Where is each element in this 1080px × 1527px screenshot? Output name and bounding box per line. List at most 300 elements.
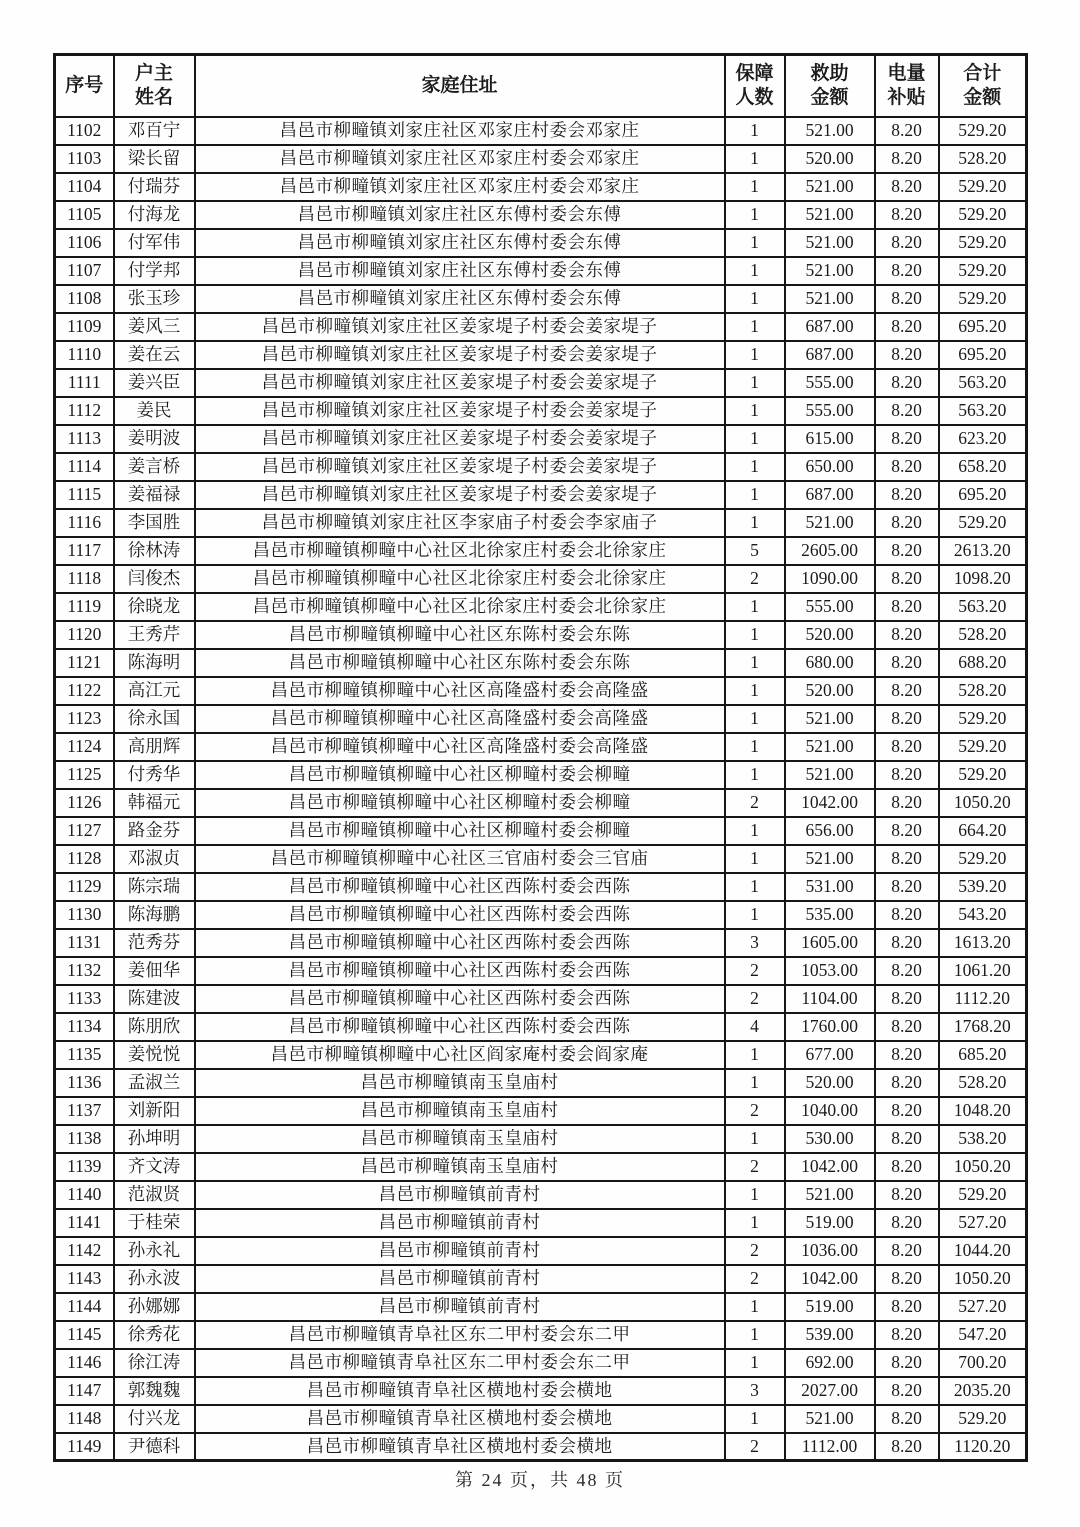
cell-power: 8.20 (875, 453, 939, 481)
cell-persons: 3 (725, 929, 785, 957)
cell-name: 付军伟 (114, 229, 195, 257)
cell-name: 闫俊杰 (114, 565, 195, 593)
cell-aid: 519.00 (785, 1209, 875, 1237)
cell-persons: 1 (725, 313, 785, 341)
cell-power: 8.20 (875, 481, 939, 509)
cell-index: 1139 (55, 1153, 114, 1181)
cell-total: 529.20 (939, 705, 1027, 733)
cell-index: 1117 (55, 537, 114, 565)
cell-index: 1123 (55, 705, 114, 733)
cell-name: 范秀芬 (114, 929, 195, 957)
cell-aid: 1042.00 (785, 1153, 875, 1181)
cell-persons: 3 (725, 1377, 785, 1405)
cell-power: 8.20 (875, 929, 939, 957)
cell-aid: 520.00 (785, 621, 875, 649)
cell-persons: 1 (725, 369, 785, 397)
cell-aid: 555.00 (785, 397, 875, 425)
cell-power: 8.20 (875, 285, 939, 313)
table-row (55, 817, 1027, 845)
cell-power: 8.20 (875, 313, 939, 341)
cell-name: 陈海明 (114, 649, 195, 677)
cell-index: 1116 (55, 509, 114, 537)
cell-index: 1133 (55, 985, 114, 1013)
table-row (55, 649, 1027, 677)
cell-aid: 2027.00 (785, 1377, 875, 1405)
cell-power: 8.20 (875, 565, 939, 593)
cell-index: 1142 (55, 1237, 114, 1265)
cell-power: 8.20 (875, 397, 939, 425)
cell-power: 8.20 (875, 1097, 939, 1125)
table-row (55, 1237, 1027, 1265)
col-header-aid: 救助 金额 (785, 55, 875, 117)
cell-total: 538.20 (939, 1125, 1027, 1153)
cell-address: 昌邑市柳疃镇柳疃中心社区西陈村委会西陈 (195, 957, 725, 985)
table-row (55, 761, 1027, 789)
cell-aid: 521.00 (785, 845, 875, 873)
cell-power: 8.20 (875, 705, 939, 733)
cell-name: 姜明波 (114, 425, 195, 453)
cell-name: 陈海鹏 (114, 901, 195, 929)
cell-persons: 1 (725, 705, 785, 733)
table-row (55, 1013, 1027, 1041)
cell-address: 昌邑市柳疃镇柳疃中心社区北徐家庄村委会北徐家庄 (195, 593, 725, 621)
cell-aid: 687.00 (785, 313, 875, 341)
cell-persons: 1 (725, 677, 785, 705)
table-row (55, 845, 1027, 873)
table-row (55, 425, 1027, 453)
cell-name: 徐晓龙 (114, 593, 195, 621)
cell-address: 昌邑市柳疃镇刘家庄社区邓家庄村委会邓家庄 (195, 145, 725, 173)
cell-persons: 1 (725, 1041, 785, 1069)
cell-address: 昌邑市柳疃镇青阜社区东二甲村委会东二甲 (195, 1321, 725, 1349)
cell-persons: 2 (725, 565, 785, 593)
cell-persons: 1 (725, 873, 785, 901)
col-header-persons: 保障 人数 (725, 55, 785, 117)
cell-name: 付瑞芬 (114, 173, 195, 201)
cell-total: 528.20 (939, 621, 1027, 649)
cell-aid: 692.00 (785, 1349, 875, 1377)
table-row (55, 1069, 1027, 1097)
cell-aid: 680.00 (785, 649, 875, 677)
cell-total: 623.20 (939, 425, 1027, 453)
cell-name: 付兴龙 (114, 1405, 195, 1433)
cell-name: 于桂荣 (114, 1209, 195, 1237)
cell-index: 1143 (55, 1265, 114, 1293)
cell-name: 高朋辉 (114, 733, 195, 761)
cell-persons: 1 (725, 1209, 785, 1237)
table-row (55, 537, 1027, 565)
cell-index: 1103 (55, 145, 114, 173)
cell-power: 8.20 (875, 1209, 939, 1237)
cell-total: 529.20 (939, 1405, 1027, 1433)
cell-name: 孟淑兰 (114, 1069, 195, 1097)
cell-power: 8.20 (875, 1041, 939, 1069)
table-row (55, 453, 1027, 481)
cell-index: 1125 (55, 761, 114, 789)
cell-name: 李国胜 (114, 509, 195, 537)
cell-persons: 1 (725, 117, 785, 145)
table-row (55, 985, 1027, 1013)
cell-total: 2035.20 (939, 1377, 1027, 1405)
cell-index: 1105 (55, 201, 114, 229)
cell-power: 8.20 (875, 845, 939, 873)
cell-total: 543.20 (939, 901, 1027, 929)
cell-index: 1124 (55, 733, 114, 761)
cell-power: 8.20 (875, 789, 939, 817)
cell-aid: 687.00 (785, 481, 875, 509)
cell-power: 8.20 (875, 257, 939, 285)
cell-power: 8.20 (875, 1181, 939, 1209)
table-row (55, 901, 1027, 929)
cell-address: 昌邑市柳疃镇刘家庄社区邓家庄村委会邓家庄 (195, 117, 725, 145)
cell-address: 昌邑市柳疃镇刘家庄社区姜家堤子村委会姜家堤子 (195, 425, 725, 453)
cell-aid: 539.00 (785, 1321, 875, 1349)
cell-power: 8.20 (875, 145, 939, 173)
cell-aid: 521.00 (785, 117, 875, 145)
cell-power: 8.20 (875, 985, 939, 1013)
cell-index: 1129 (55, 873, 114, 901)
cell-aid: 521.00 (785, 229, 875, 257)
cell-power: 8.20 (875, 425, 939, 453)
cell-index: 1140 (55, 1181, 114, 1209)
cell-persons: 1 (725, 397, 785, 425)
table-row (55, 509, 1027, 537)
cell-address: 昌邑市柳疃镇柳疃中心社区西陈村委会西陈 (195, 985, 725, 1013)
cell-persons: 1 (725, 1321, 785, 1349)
cell-aid: 519.00 (785, 1293, 875, 1321)
cell-power: 8.20 (875, 369, 939, 397)
cell-persons: 1 (725, 145, 785, 173)
table-row (55, 677, 1027, 705)
cell-address: 昌邑市柳疃镇刘家庄社区姜家堤子村委会姜家堤子 (195, 453, 725, 481)
cell-name: 孙娜娜 (114, 1293, 195, 1321)
table-row (55, 1041, 1027, 1069)
cell-name: 张玉珍 (114, 285, 195, 313)
cell-name: 徐江涛 (114, 1349, 195, 1377)
cell-address: 昌邑市柳疃镇前青村 (195, 1293, 725, 1321)
cell-persons: 1 (725, 621, 785, 649)
cell-index: 1120 (55, 621, 114, 649)
cell-aid: 521.00 (785, 201, 875, 229)
cell-aid: 677.00 (785, 1041, 875, 1069)
cell-address: 昌邑市柳疃镇刘家庄社区姜家堤子村委会姜家堤子 (195, 313, 725, 341)
table-row (55, 957, 1027, 985)
cell-aid: 1090.00 (785, 565, 875, 593)
col-header-name: 户主 姓名 (114, 55, 195, 117)
cell-index: 1118 (55, 565, 114, 593)
cell-address: 昌邑市柳疃镇青阜社区横地村委会横地 (195, 1433, 725, 1461)
cell-name: 徐秀花 (114, 1321, 195, 1349)
cell-persons: 1 (725, 1069, 785, 1097)
cell-name: 刘新阳 (114, 1097, 195, 1125)
cell-address: 昌邑市柳疃镇青阜社区东二甲村委会东二甲 (195, 1349, 725, 1377)
cell-total: 1048.20 (939, 1097, 1027, 1125)
table-row (55, 873, 1027, 901)
table-row (55, 733, 1027, 761)
cell-persons: 2 (725, 1237, 785, 1265)
cell-address: 昌邑市柳疃镇柳疃中心社区西陈村委会西陈 (195, 873, 725, 901)
cell-total: 695.20 (939, 313, 1027, 341)
cell-persons: 1 (725, 1181, 785, 1209)
cell-power: 8.20 (875, 957, 939, 985)
cell-total: 1768.20 (939, 1013, 1027, 1041)
cell-address: 昌邑市柳疃镇刘家庄社区姜家堤子村委会姜家堤子 (195, 481, 725, 509)
cell-aid: 531.00 (785, 873, 875, 901)
cell-address: 昌邑市柳疃镇青阜社区横地村委会横地 (195, 1377, 725, 1405)
cell-total: 539.20 (939, 873, 1027, 901)
cell-aid: 520.00 (785, 145, 875, 173)
cell-index: 1126 (55, 789, 114, 817)
cell-name: 徐永国 (114, 705, 195, 733)
cell-power: 8.20 (875, 649, 939, 677)
cell-name: 高江元 (114, 677, 195, 705)
cell-address: 昌邑市柳疃镇刘家庄社区东傅村委会东傅 (195, 201, 725, 229)
cell-total: 529.20 (939, 845, 1027, 873)
cell-total: 1112.20 (939, 985, 1027, 1013)
table-row (55, 1153, 1027, 1181)
cell-name: 姜风三 (114, 313, 195, 341)
cell-power: 8.20 (875, 1293, 939, 1321)
cell-name: 郭魏魏 (114, 1377, 195, 1405)
table-row (55, 565, 1027, 593)
cell-power: 8.20 (875, 873, 939, 901)
cell-index: 1109 (55, 313, 114, 341)
cell-address: 昌邑市柳疃镇青阜社区横地村委会横地 (195, 1405, 725, 1433)
cell-address: 昌邑市柳疃镇南玉皇庙村 (195, 1125, 725, 1153)
cell-address: 昌邑市柳疃镇柳疃中心社区高隆盛村委会高隆盛 (195, 733, 725, 761)
cell-aid: 1042.00 (785, 1265, 875, 1293)
cell-total: 658.20 (939, 453, 1027, 481)
cell-name: 姜言桥 (114, 453, 195, 481)
cell-persons: 1 (725, 425, 785, 453)
cell-aid: 521.00 (785, 509, 875, 537)
cell-total: 1613.20 (939, 929, 1027, 957)
cell-index: 1135 (55, 1041, 114, 1069)
cell-name: 姜兴臣 (114, 369, 195, 397)
cell-persons: 1 (725, 201, 785, 229)
cell-index: 1148 (55, 1405, 114, 1433)
cell-power: 8.20 (875, 1013, 939, 1041)
cell-persons: 1 (725, 1405, 785, 1433)
cell-address: 昌邑市柳疃镇刘家庄社区东傅村委会东傅 (195, 285, 725, 313)
cell-aid: 687.00 (785, 341, 875, 369)
cell-index: 1130 (55, 901, 114, 929)
cell-aid: 521.00 (785, 1405, 875, 1433)
cell-aid: 1104.00 (785, 985, 875, 1013)
cell-index: 1136 (55, 1069, 114, 1097)
cell-index: 1141 (55, 1209, 114, 1237)
cell-power: 8.20 (875, 593, 939, 621)
cell-persons: 1 (725, 173, 785, 201)
table-row (55, 117, 1027, 145)
cell-address: 昌邑市柳疃镇柳疃中心社区西陈村委会西陈 (195, 901, 725, 929)
cell-persons: 5 (725, 537, 785, 565)
cell-index: 1137 (55, 1097, 114, 1125)
cell-index: 1149 (55, 1433, 114, 1461)
cell-total: 2613.20 (939, 537, 1027, 565)
cell-persons: 4 (725, 1013, 785, 1041)
cell-persons: 1 (725, 593, 785, 621)
cell-aid: 520.00 (785, 677, 875, 705)
cell-power: 8.20 (875, 1153, 939, 1181)
cell-power: 8.20 (875, 1125, 939, 1153)
cell-address: 昌邑市柳疃镇南玉皇庙村 (195, 1097, 725, 1125)
page-number-footer: 第 24 页，共 48 页 (455, 1470, 625, 1490)
cell-total: 1061.20 (939, 957, 1027, 985)
cell-power: 8.20 (875, 1405, 939, 1433)
cell-index: 1131 (55, 929, 114, 957)
cell-total: 685.20 (939, 1041, 1027, 1069)
cell-total: 664.20 (939, 817, 1027, 845)
cell-index: 1144 (55, 1293, 114, 1321)
cell-address: 昌邑市柳疃镇柳疃中心社区北徐家庄村委会北徐家庄 (195, 537, 725, 565)
cell-aid: 520.00 (785, 1069, 875, 1097)
cell-total: 547.20 (939, 1321, 1027, 1349)
cell-name: 孙坤明 (114, 1125, 195, 1153)
cell-persons: 1 (725, 509, 785, 537)
cell-power: 8.20 (875, 817, 939, 845)
cell-power: 8.20 (875, 761, 939, 789)
table-body (55, 117, 1027, 1461)
cell-index: 1108 (55, 285, 114, 313)
cell-power: 8.20 (875, 901, 939, 929)
cell-power: 8.20 (875, 1349, 939, 1377)
cell-power: 8.20 (875, 117, 939, 145)
cell-total: 529.20 (939, 117, 1027, 145)
table-row (55, 285, 1027, 313)
table-row (55, 1349, 1027, 1377)
cell-name: 付秀华 (114, 761, 195, 789)
cell-power: 8.20 (875, 677, 939, 705)
table-row (55, 201, 1027, 229)
cell-address: 昌邑市柳疃镇柳疃中心社区高隆盛村委会高隆盛 (195, 677, 725, 705)
cell-aid: 2605.00 (785, 537, 875, 565)
cell-total: 1050.20 (939, 789, 1027, 817)
table-row (55, 1097, 1027, 1125)
cell-power: 8.20 (875, 341, 939, 369)
cell-persons: 1 (725, 229, 785, 257)
cell-index: 1128 (55, 845, 114, 873)
cell-total: 529.20 (939, 201, 1027, 229)
cell-index: 1111 (55, 369, 114, 397)
cell-name: 范淑贤 (114, 1181, 195, 1209)
cell-total: 1050.20 (939, 1265, 1027, 1293)
cell-name: 路金芬 (114, 817, 195, 845)
cell-power: 8.20 (875, 1321, 939, 1349)
cell-total: 528.20 (939, 145, 1027, 173)
cell-aid: 521.00 (785, 1181, 875, 1209)
cell-total: 700.20 (939, 1349, 1027, 1377)
cell-total: 528.20 (939, 1069, 1027, 1097)
cell-aid: 1605.00 (785, 929, 875, 957)
table-row (55, 1377, 1027, 1405)
cell-power: 8.20 (875, 509, 939, 537)
cell-aid: 1053.00 (785, 957, 875, 985)
cell-index: 1104 (55, 173, 114, 201)
cell-aid: 555.00 (785, 593, 875, 621)
cell-persons: 2 (725, 985, 785, 1013)
cell-name: 邓淑贞 (114, 845, 195, 873)
cell-total: 1098.20 (939, 565, 1027, 593)
cell-name: 孙永波 (114, 1265, 195, 1293)
cell-address: 昌邑市柳疃镇刘家庄社区姜家堤子村委会姜家堤子 (195, 369, 725, 397)
table-row (55, 1125, 1027, 1153)
cell-name: 陈朋欣 (114, 1013, 195, 1041)
cell-address: 昌邑市柳疃镇柳疃中心社区阎家庵村委会阎家庵 (195, 1041, 725, 1069)
table-row (55, 1321, 1027, 1349)
cell-power: 8.20 (875, 1265, 939, 1293)
cell-power: 8.20 (875, 1069, 939, 1097)
table-row (55, 313, 1027, 341)
cell-index: 1147 (55, 1377, 114, 1405)
cell-index: 1115 (55, 481, 114, 509)
cell-name: 韩福元 (114, 789, 195, 817)
cell-power: 8.20 (875, 173, 939, 201)
cell-address: 昌邑市柳疃镇前青村 (195, 1209, 725, 1237)
cell-persons: 2 (725, 1097, 785, 1125)
cell-aid: 530.00 (785, 1125, 875, 1153)
cell-index: 1106 (55, 229, 114, 257)
cell-address: 昌邑市柳疃镇南玉皇庙村 (195, 1069, 725, 1097)
table-row (55, 1181, 1027, 1209)
cell-index: 1146 (55, 1349, 114, 1377)
cell-address: 昌邑市柳疃镇刘家庄社区邓家庄村委会邓家庄 (195, 173, 725, 201)
cell-persons: 1 (725, 257, 785, 285)
cell-name: 姜在云 (114, 341, 195, 369)
cell-persons: 1 (725, 1125, 785, 1153)
cell-persons: 2 (725, 1153, 785, 1181)
table-row (55, 1293, 1027, 1321)
cell-total: 529.20 (939, 173, 1027, 201)
cell-name: 邓百宁 (114, 117, 195, 145)
table-header-row (55, 55, 1027, 117)
cell-persons: 1 (725, 845, 785, 873)
cell-total: 529.20 (939, 285, 1027, 313)
cell-index: 1145 (55, 1321, 114, 1349)
cell-index: 1121 (55, 649, 114, 677)
cell-name: 陈建波 (114, 985, 195, 1013)
table-row (55, 1433, 1027, 1461)
cell-total: 1120.20 (939, 1433, 1027, 1461)
cell-address: 昌邑市柳疃镇前青村 (195, 1181, 725, 1209)
table-row (55, 929, 1027, 957)
cell-index: 1138 (55, 1125, 114, 1153)
cell-index: 1113 (55, 425, 114, 453)
cell-index: 1132 (55, 957, 114, 985)
cell-address: 昌邑市柳疃镇柳疃中心社区西陈村委会西陈 (195, 929, 725, 957)
cell-aid: 521.00 (785, 285, 875, 313)
cell-aid: 535.00 (785, 901, 875, 929)
cell-address: 昌邑市柳疃镇刘家庄社区李家庙子村委会李家庙子 (195, 509, 725, 537)
cell-power: 8.20 (875, 537, 939, 565)
cell-total: 529.20 (939, 1181, 1027, 1209)
cell-aid: 650.00 (785, 453, 875, 481)
cell-persons: 1 (725, 341, 785, 369)
cell-aid: 521.00 (785, 257, 875, 285)
table-row (55, 341, 1027, 369)
cell-power: 8.20 (875, 1377, 939, 1405)
cell-total: 529.20 (939, 733, 1027, 761)
cell-name: 姜民 (114, 397, 195, 425)
cell-persons: 1 (725, 817, 785, 845)
col-header-power: 电量 补贴 (875, 55, 939, 117)
cell-name: 齐文涛 (114, 1153, 195, 1181)
cell-address: 昌邑市柳疃镇柳疃中心社区高隆盛村委会高隆盛 (195, 705, 725, 733)
cell-aid: 521.00 (785, 705, 875, 733)
cell-address: 昌邑市柳疃镇南玉皇庙村 (195, 1153, 725, 1181)
cell-aid: 1042.00 (785, 789, 875, 817)
cell-index: 1114 (55, 453, 114, 481)
